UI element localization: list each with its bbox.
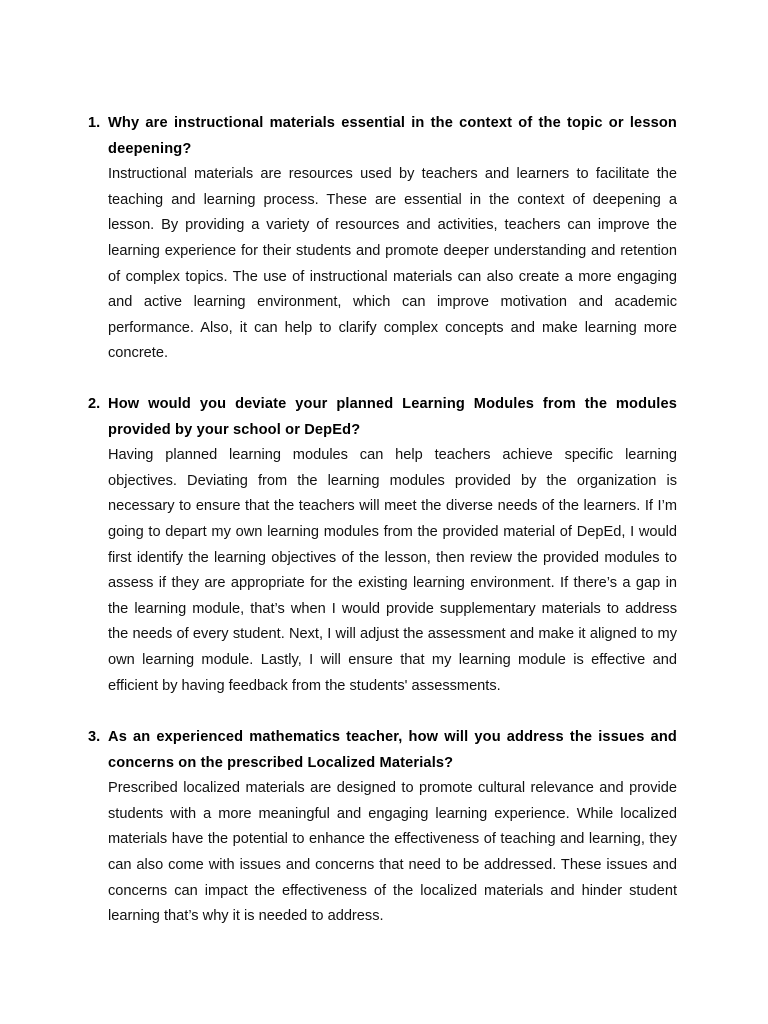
question-row — [88, 392, 677, 443]
question-row — [88, 725, 677, 776]
question-item-2 — [88, 392, 677, 699]
answer-paragraph: Instructional materials are resources used by teachers and learners to facilitate the teaching and learning process. These are essential in the context of deepening a lesson. By providing a variety of resources and activities, teachers can improve the learning experience for their students and promote deeper understanding and retention of complex topics. The use of instructional materials can also create a more engaging and active learning environment, which can improve motivation and academic performance. Also, it can help to clarify complex concepts and make learning more concrete. — [108, 166, 677, 362]
answer-paragraph: Having planned learning modules can help teachers achieve specific learning objectives. Deviating from the learning modules provided by the organization is necessary to ensure that the teachers will meet the diverse needs of the learners. If I’m going to depart my own learning modules from the provided material of DepEd, I would first identify the learning objectives of the lesson, then review the provided modules to assess if they are appropriate for the existing learning environment. If there’s a gap in the learning module, that’s when I would provide supplementary materials to address the needs of every student. Next, I will adjust the assessment and make it aligned to my own learning module. Lastly, I will ensure that my learning module is effective and efficient by having feedback from the students' assessments. — [108, 447, 677, 694]
question-number: 1. — [88, 115, 101, 131]
question-number: 2. — [88, 396, 101, 412]
question-item-3 — [88, 725, 677, 930]
question-row — [88, 111, 677, 162]
question-text: How would you deviate your planned Learning Modules from the modules provided by your school or DepEd? — [108, 396, 677, 438]
answer-paragraph: Prescribed localized materials are designed to promote cultural relevance and provide students with a more meaningful and engaging learning experience. While localized materials have the potential to enhance the effectiveness of teaching and learning, they can also come with issues and concerns that need to be addressed. These issues and concerns can impact the effectiveness of the localized materials and hinder student learning that’s why it is needed to address. — [108, 780, 677, 925]
question-text: Why are instructional materials essential in the context of the topic or lesson deepening? — [108, 115, 677, 157]
question-item-1 — [88, 111, 677, 367]
question-number: 3. — [88, 729, 101, 745]
question-text: As an experienced mathematics teacher, how will you address the issues and concerns on the prescribed Localized Materials? — [108, 729, 677, 771]
